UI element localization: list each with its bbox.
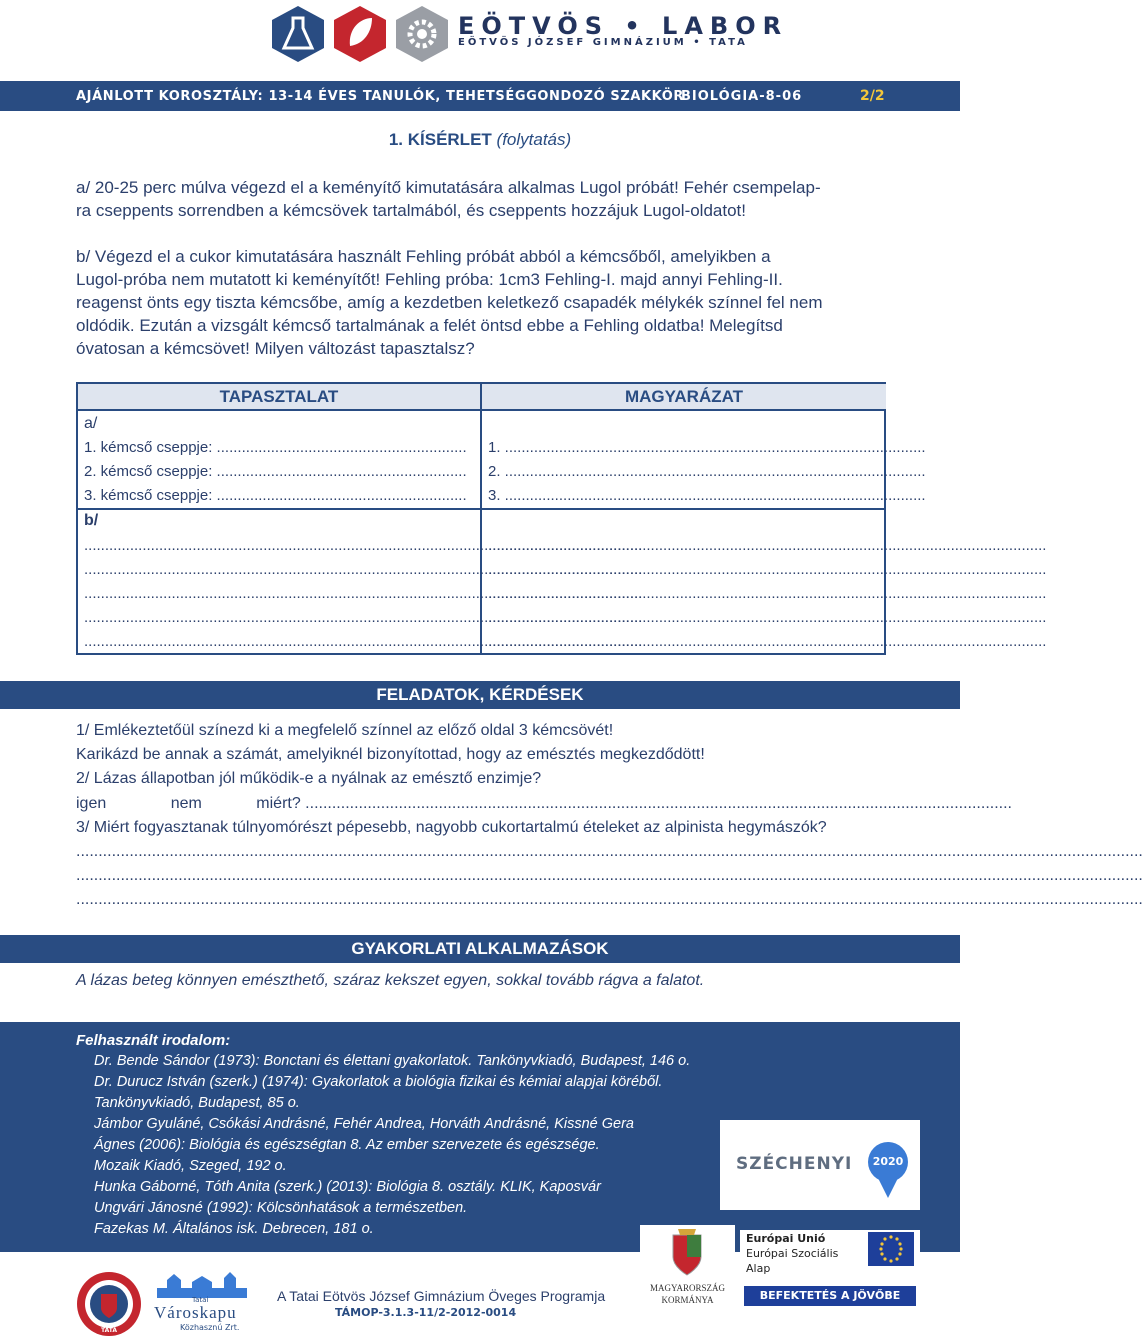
- coat-of-arms-icon: [670, 1227, 704, 1277]
- observation-table: [76, 382, 1047, 655]
- part-a-label: a/: [84, 415, 98, 432]
- varoskapu-logo: [152, 1270, 252, 1336]
- paragraph-b: [76, 245, 886, 360]
- answer-line[interactable]: ......................................................................................................................................: [488, 609, 1047, 626]
- varoskapu-sub: Közhasznú Zrt.: [180, 1323, 240, 1332]
- paragraph-line: b/ Végezd el a cukor kimutatására használt Fehling próbát abból a kémcsőből, amelyikben a: [76, 247, 771, 266]
- eu-flag-icon: [868, 1232, 914, 1266]
- eu-logo-block: [740, 1230, 920, 1310]
- tube-1-explanation[interactable]: 1. .....................................................................................................: [488, 439, 926, 456]
- references-heading: Felhasznált irodalom:: [76, 1032, 231, 1049]
- szechenyi-2020-logo: [720, 1120, 920, 1220]
- eu-banner: BEFEKTETÉS A JÖVŐBE: [744, 1286, 916, 1306]
- hungary-gov-line2: KORMÁNYA: [661, 1295, 714, 1305]
- experiment-title-bold: 1. KÍSÉRLET: [388, 130, 492, 149]
- paragraph-line: Lugol-próba nem mutatott ki keményítőt! Fehling próba: 1cm3 Fehling-I. majd annyi Fehling-II.: [76, 270, 783, 289]
- answer-line[interactable]: ......................................................................................................................................: [488, 633, 1047, 650]
- applications-title: GYAKORLATI ALKALMAZÁSOK: [351, 939, 609, 958]
- brand-subtitle: EÖTVÖS JÓZSEF GIMNÁZIUM • TATA: [458, 37, 748, 48]
- brand-title: EÖTVÖS • LABOR: [458, 12, 789, 40]
- answer-options: [76, 795, 1012, 813]
- tube-1-observation[interactable]: 1. kémcső cseppje: ............................................................: [84, 439, 467, 456]
- eotvos-labor-logo: [268, 4, 452, 62]
- tube-2-explanation[interactable]: 2. .....................................................................................................: [488, 463, 926, 480]
- answer-line[interactable]: ................................................................................................................................................................................................................................................: [76, 867, 1143, 884]
- task-line: 2/ Lázas állapotban jól működik-e a nyálnak az emésztő enzimje?: [76, 770, 542, 787]
- reference-item: Jámbor Gyuláné, Csókási Andrásné, Fehér Andrea, Horváth Andrásné, Kissné Gera: [94, 1116, 634, 1132]
- applications-text: A lázas beteg könnyen emészthető, száraz kekszet egyen, sokkal tovább rágva a falatot.: [76, 972, 705, 989]
- experiment-title-italic: (folytatás): [496, 130, 572, 149]
- task-line: 3/ Miért fogyasztanak túlnyomórészt pépesebb, nagyobb cukortartalmú ételeket az alpinista hegymászók?: [76, 819, 827, 836]
- eu-line1: Európai Unió: [746, 1232, 826, 1245]
- szechenyi-text: SZÉCHENYI: [736, 1154, 853, 1174]
- paragraph-line: a/ 20-25 perc múlva végezd el a keményítő kimutatására alkalmas Lugol próbát! Fehér csempelap-: [76, 178, 821, 197]
- answer-line[interactable]: ......................................................................................................................................: [84, 609, 643, 626]
- reference-item: Fazekas M. Általános isk. Debrecen, 181 o.: [94, 1221, 374, 1237]
- hungary-government-logo: [640, 1225, 735, 1315]
- reference-item: Ágnes (2006): Biológia és egészségtan 8. Az ember szervezete és egészsége.: [94, 1137, 600, 1153]
- answer-line[interactable]: ......................................................................................................................................: [488, 537, 1047, 554]
- answer-line[interactable]: ......................................................................................................................................: [488, 561, 1047, 578]
- answer-line[interactable]: ................................................................................................................................................................................................................................................: [76, 843, 1143, 860]
- answer-line[interactable]: ......................................................................................................................................: [84, 633, 643, 650]
- page-number: 2/2: [860, 88, 885, 104]
- tamop-code: TÁMOP-3.1.3-11/2-2012-0014: [335, 1306, 517, 1319]
- tasks-title: FELADATOK, KÉRDÉSEK: [376, 685, 584, 704]
- reference-item: Dr. Durucz István (szerk.) (1974): Gyakorlatok a biológia fizikai és kémiai alapjai köréből.: [94, 1074, 663, 1090]
- explanation-column: [482, 384, 1047, 653]
- paragraph-a: [76, 176, 886, 222]
- tube-3-observation[interactable]: 3. kémcső cseppje: ............................................................: [84, 487, 467, 504]
- answer-line[interactable]: ......................................................................................................................................: [84, 585, 643, 602]
- tube-2-observation[interactable]: 2. kémcső cseppje: ............................................................: [84, 463, 467, 480]
- paragraph-line: reagenst önts egy tiszta kémcsőbe, amíg a kezdetben keletkező csapadék mélykék színnel fel nem: [76, 293, 823, 312]
- paragraph-line: ra cseppents sorrendben a kémcsövek tartalmából, és cseppents hozzájuk Lugol-oldatot!: [76, 201, 746, 220]
- answer-line[interactable]: ......................................................................................................................................: [488, 585, 1047, 602]
- eu-line3: Alap: [746, 1262, 771, 1275]
- top-info-bar: [0, 81, 960, 111]
- tasks-bar: [0, 681, 960, 709]
- szechenyi-year: 2020: [872, 1155, 904, 1168]
- experiment-title: [0, 130, 960, 150]
- tata-school-seal: [74, 1270, 144, 1338]
- flask-hexagon-icon: [272, 6, 324, 62]
- option-why[interactable]: miért? ...............................................................................................................................................................: [256, 795, 1012, 812]
- observation-header: TAPASZTALAT: [78, 384, 480, 411]
- program-name: A Tatai Eötvös József Gimnázium Öveges Programja: [277, 1288, 606, 1304]
- answer-line[interactable]: ......................................................................................................................................: [84, 561, 643, 578]
- reference-item: Dr. Bende Sándor (1973): Bonctani és élettani gyakorlatok. Tankönyvkiadó, Budapest, 146 o.: [94, 1053, 691, 1069]
- paragraph-line: óvatosan a kémcsövet! Milyen változást tapasztalsz?: [76, 339, 475, 358]
- seal-text: TATA: [100, 1327, 118, 1334]
- reference-item: Tankönyvkiadó, Budapest, 85 o.: [94, 1095, 300, 1111]
- reference-item: Hunka Gáborné, Tóth Anita (szerk.) (2013): Biológia 8. osztály. KLIK, Kaposvár: [94, 1179, 601, 1195]
- reference-item: Mozaik Kiadó, Szeged, 192 o.: [94, 1158, 287, 1174]
- task-line: 1/ Emlékeztetőül színezd ki a megfelelő színnel az előző oldal 3 kémcsövét!: [76, 722, 614, 739]
- answer-line[interactable]: ................................................................................................................................................................................................................................................: [76, 891, 1143, 908]
- pin-tip-icon: [878, 1178, 898, 1198]
- option-yes[interactable]: igen: [76, 795, 107, 812]
- explanation-header: MAGYARÁZAT: [482, 384, 886, 411]
- age-recommendation: AJÁNLOTT KOROSZTÁLY: 13-14 ÉVES TANULÓK, TEHETSÉGGONDOZÓ SZAKKÖR: [76, 89, 685, 104]
- reference-item: Ungvári Jánosné (1992): Kölcsönhatások a természetben.: [94, 1200, 468, 1216]
- option-no[interactable]: nem: [170, 795, 202, 812]
- paragraph-line: oldódik. Ezután a vizsgált kémcső tartalmának a felét öntsd ebbe a Fehling oldatba! Melegítsd: [76, 316, 783, 335]
- part-b-label: b/: [84, 512, 99, 529]
- varoskapu-name: Városkapu: [154, 1303, 237, 1322]
- answer-line[interactable]: ......................................................................................................................................: [84, 537, 643, 554]
- eu-line2: Európai Szociális: [746, 1247, 839, 1260]
- applications-bar: [0, 935, 960, 963]
- table-divider: [78, 508, 884, 510]
- observation-column: [78, 384, 643, 653]
- varoskapu-small: Tatai: [192, 1296, 209, 1304]
- subject-code: BIOLÓGIA-8-06: [681, 89, 803, 104]
- hungary-gov-line1: MAGYARORSZÁG: [649, 1283, 725, 1293]
- task-line: Karikázd be annak a számát, amelyiknél bizonyítottad, hogy az emésztés megkezdődött!: [76, 746, 705, 763]
- tube-3-explanation[interactable]: 3. .....................................................................................................: [488, 487, 926, 504]
